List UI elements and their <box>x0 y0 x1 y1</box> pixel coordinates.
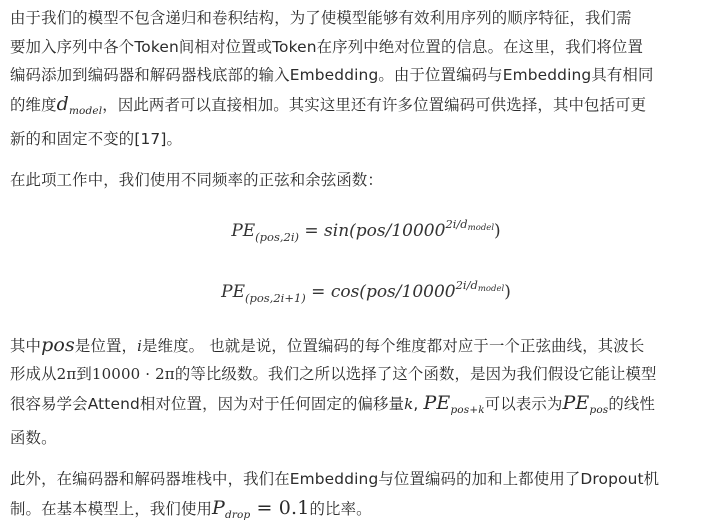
math-2pi: 2π <box>56 365 77 384</box>
math-10000-2pi: 10000 · 2π <box>91 365 175 384</box>
math-p-drop: $P_{drop} = 0.1$ <box>212 496 310 521</box>
math-pe-pos-k: $PE_{pos+k}$ <box>423 391 485 416</box>
paragraph-dropout: 此外，在编码器和解码器堆栈中，我们在Embedding与位置编码的加和上都使用了Dropout机 制。在基本模型上，我们使用$P_{drop} = 0.1$的比率。 <box>10 469 660 521</box>
math-k: k <box>404 394 414 413</box>
text-line: 编码添加到编码器和解码器栈底部的输入Embedding。由于位置编码与Embedding具有相同 <box>10 66 654 85</box>
math-pe-pos: $PE_{pos}$ <box>562 391 609 416</box>
paragraph-wavelength: 其中pos是位置，i是维度。 也就是说，位置编码的每个维度都对应于一个正弦曲线，其波长 形成从2π到10000 · 2π的等比级数。我们之所以选择了这个函数，是因为我们假设它能让模型 很容易学会Attend相对位置，因为对于任何固定的偏移量k, $PE_{pos+k}$可以表示为$PE_{pos}$的线性 函数。 <box>10 333 657 448</box>
math-pos: pos <box>41 333 75 356</box>
equation-cos: $PE_{(pos,2i+1)} = \cos(pos/10000^{2i/d_{model}})$ <box>221 277 511 305</box>
text-line: ，因此两者可以直接相加。其实这里还有许多位置编码可供选择，其中包括可更 <box>102 95 647 114</box>
text-line: 新的和固定不变的[17]。 <box>10 130 183 149</box>
math-d-model: $d_{model}$ <box>56 92 103 117</box>
paragraph-positional-encoding-intro <box>10 0 710 154</box>
text-line: 由于我们的模型不包含递归和卷积结构，为了使模型能够有效利用序列的顺序特征，我们需 <box>10 9 632 27</box>
math-i: i <box>137 336 143 355</box>
text-line: 的维度 <box>10 95 57 114</box>
paragraph-sin-cos-intro: 在此项工作中，我们使用不同频率的正弦和余弦函数： <box>10 170 383 189</box>
equation-sin: $PE_{(pos,2i)} = \sin(pos/10000^{2i/d_{model}})$ <box>231 216 501 244</box>
text-line: 要加入序列中各个Token间相对位置或Token在序列中绝对位置的信息。在这里，我们将位置 <box>10 37 643 56</box>
